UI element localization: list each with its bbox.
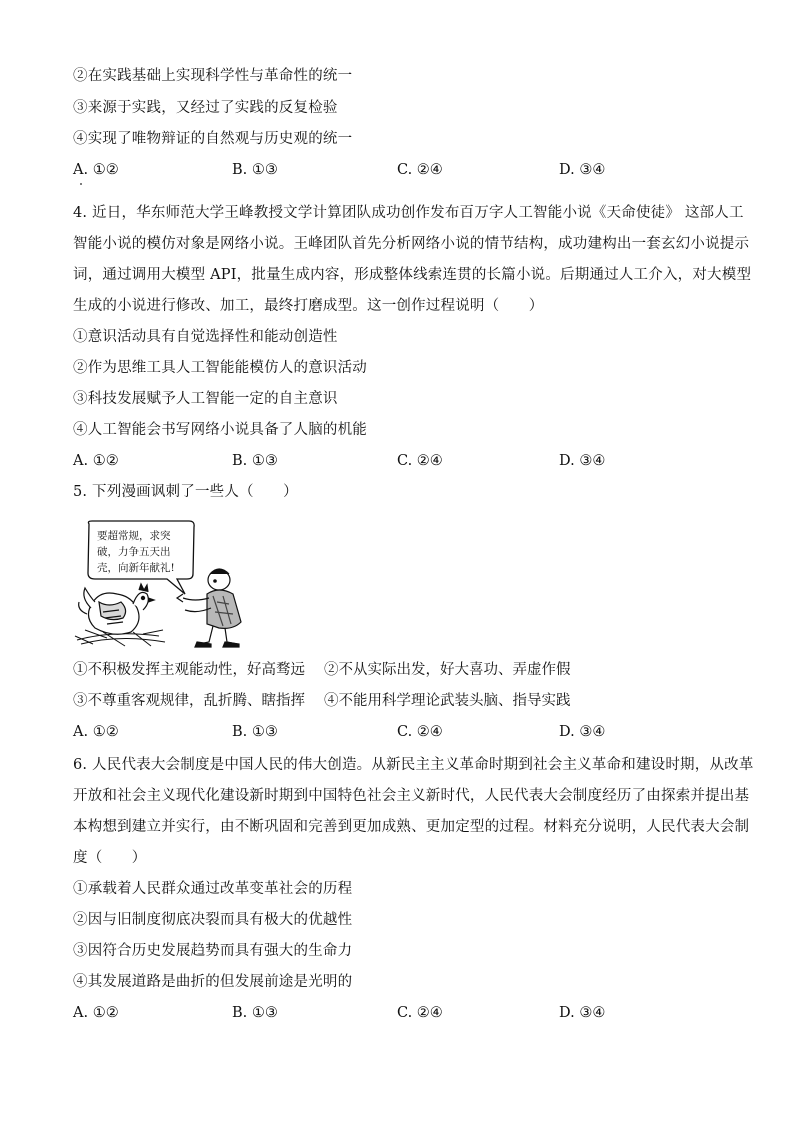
speech-line-2: 破，力争五天出 [97,546,171,558]
q6-options [73,1003,733,1023]
scan-speck [80,183,82,185]
q6-item-1: ①承载着人民群众通过改革变革社会的历程 [73,881,353,897]
cartoon-illustration [73,518,258,648]
q5-option-a[interactable]: A. ①② [73,724,119,740]
q6-stem-line-1: 6. 人民代表大会制度是中国人民的伟大创造。从新民主主义革命时期到社会主义革命和建设时期，从改革 [73,757,754,773]
q3-option-b[interactable]: B. ①③ [232,162,278,178]
q5-option-b[interactable]: B. ①③ [232,724,278,740]
q5-item-4: ④不能用科学理论武装头脑、指导实践 [324,693,571,709]
q3-option-d[interactable]: D. ③④ [559,162,606,178]
q6-stem-line-2: 开放和社会主义现代化建设新时期到中国特色社会主义新时代，人民代表大会制度经历了由探索并提出基 [73,788,750,804]
q4-option-d[interactable]: D. ③④ [559,453,606,469]
q4-option-c[interactable]: C. ②④ [397,453,443,469]
q4-item-4: ④人工智能会书写网络小说具备了人脑的机能 [73,422,367,438]
q4-option-a[interactable]: A. ①② [73,453,119,469]
q4-item-3: ③科技发展赋予人工智能一定的自主意识 [73,391,338,407]
speech-line-1: 要超常规，求突 [97,530,171,542]
speech-line-3: 壳，向新年献礼! [97,562,175,574]
q3-option-a[interactable]: A. ①② [73,162,119,178]
q4-item-2: ②作为思维工具人工智能能模仿人的意识活动 [73,360,367,376]
q5-option-c[interactable]: C. ②④ [397,724,443,740]
q5-item-3: ③不尊重客观规律，乱折腾、瞎指挥 [73,693,305,709]
hen-figure [79,584,154,634]
q6-item-3: ③因符合历史发展趋势而具有强大的生命力 [73,943,353,959]
q5-item-1: ①不积极发挥主观能动性，好高骛远 [73,662,305,678]
q5-items-row-2 [73,691,733,711]
q3-item-4: ④实现了唯物辩证的自然观与历史观的统一 [73,131,353,147]
q6-stem-line-4: 度（ ） [73,850,147,866]
q4-stem-line-2: 智能小说的模仿对象是网络小说。王峰团队首先分析网络小说的情节结构，成功建构出一套玄幻小说提示 [73,236,750,252]
q4-stem-line-4: 生成的小说进行修改、加工，最终打磨成型。这一创作过程说明（ ） [73,298,544,314]
q3-item-3: ③来源于实践，又经过了实践的反复检验 [73,100,338,116]
q4-options [73,451,733,471]
q5-stem: 5. 下列漫画讽刺了一些人（ ） [73,484,298,500]
q4-stem-line-3: 词，通过调用大模型 API，批量生成内容，形成整体线索连贯的长篇小说。后期通过人工介入，对大模型 [73,267,752,283]
q5-items-row-1 [73,660,733,680]
q6-option-a[interactable]: A. ①② [73,1005,119,1021]
q6-option-b[interactable]: B. ①③ [232,1005,278,1021]
q6-item-4: ④其发展道路是曲折的但发展前途是光明的 [73,974,353,990]
q4-item-1: ①意识活动具有自觉选择性和能动创造性 [73,329,338,345]
q6-item-2: ②因与旧制度彻底决裂而具有极大的优越性 [73,912,353,928]
q3-option-c[interactable]: C. ②④ [397,162,443,178]
q5-option-d[interactable]: D. ③④ [559,724,606,740]
cadre-figure [177,569,241,647]
q4-stem-line-1: 4. 近日，华东师范大学王峰教授文学计算团队成功创作发布百万字人工智能小说《天命使徒》 这部人工 [73,205,744,221]
q3-options [73,160,733,180]
q3-item-2: ②在实践基础上实现科学性与革命性的统一 [73,68,353,84]
q6-option-c[interactable]: C. ②④ [397,1005,443,1021]
q4-option-b[interactable]: B. ①③ [232,453,278,469]
q5-item-2: ②不从实际出发，好大喜功、弄虚作假 [324,662,571,678]
q6-stem-line-3: 本构想到建立并实行，由不断巩固和完善到更加成熟、更加定型的过程。材料充分说明，人民代表大会制 [73,819,750,835]
q5-options [73,722,733,742]
q6-option-d[interactable]: D. ③④ [559,1005,606,1021]
